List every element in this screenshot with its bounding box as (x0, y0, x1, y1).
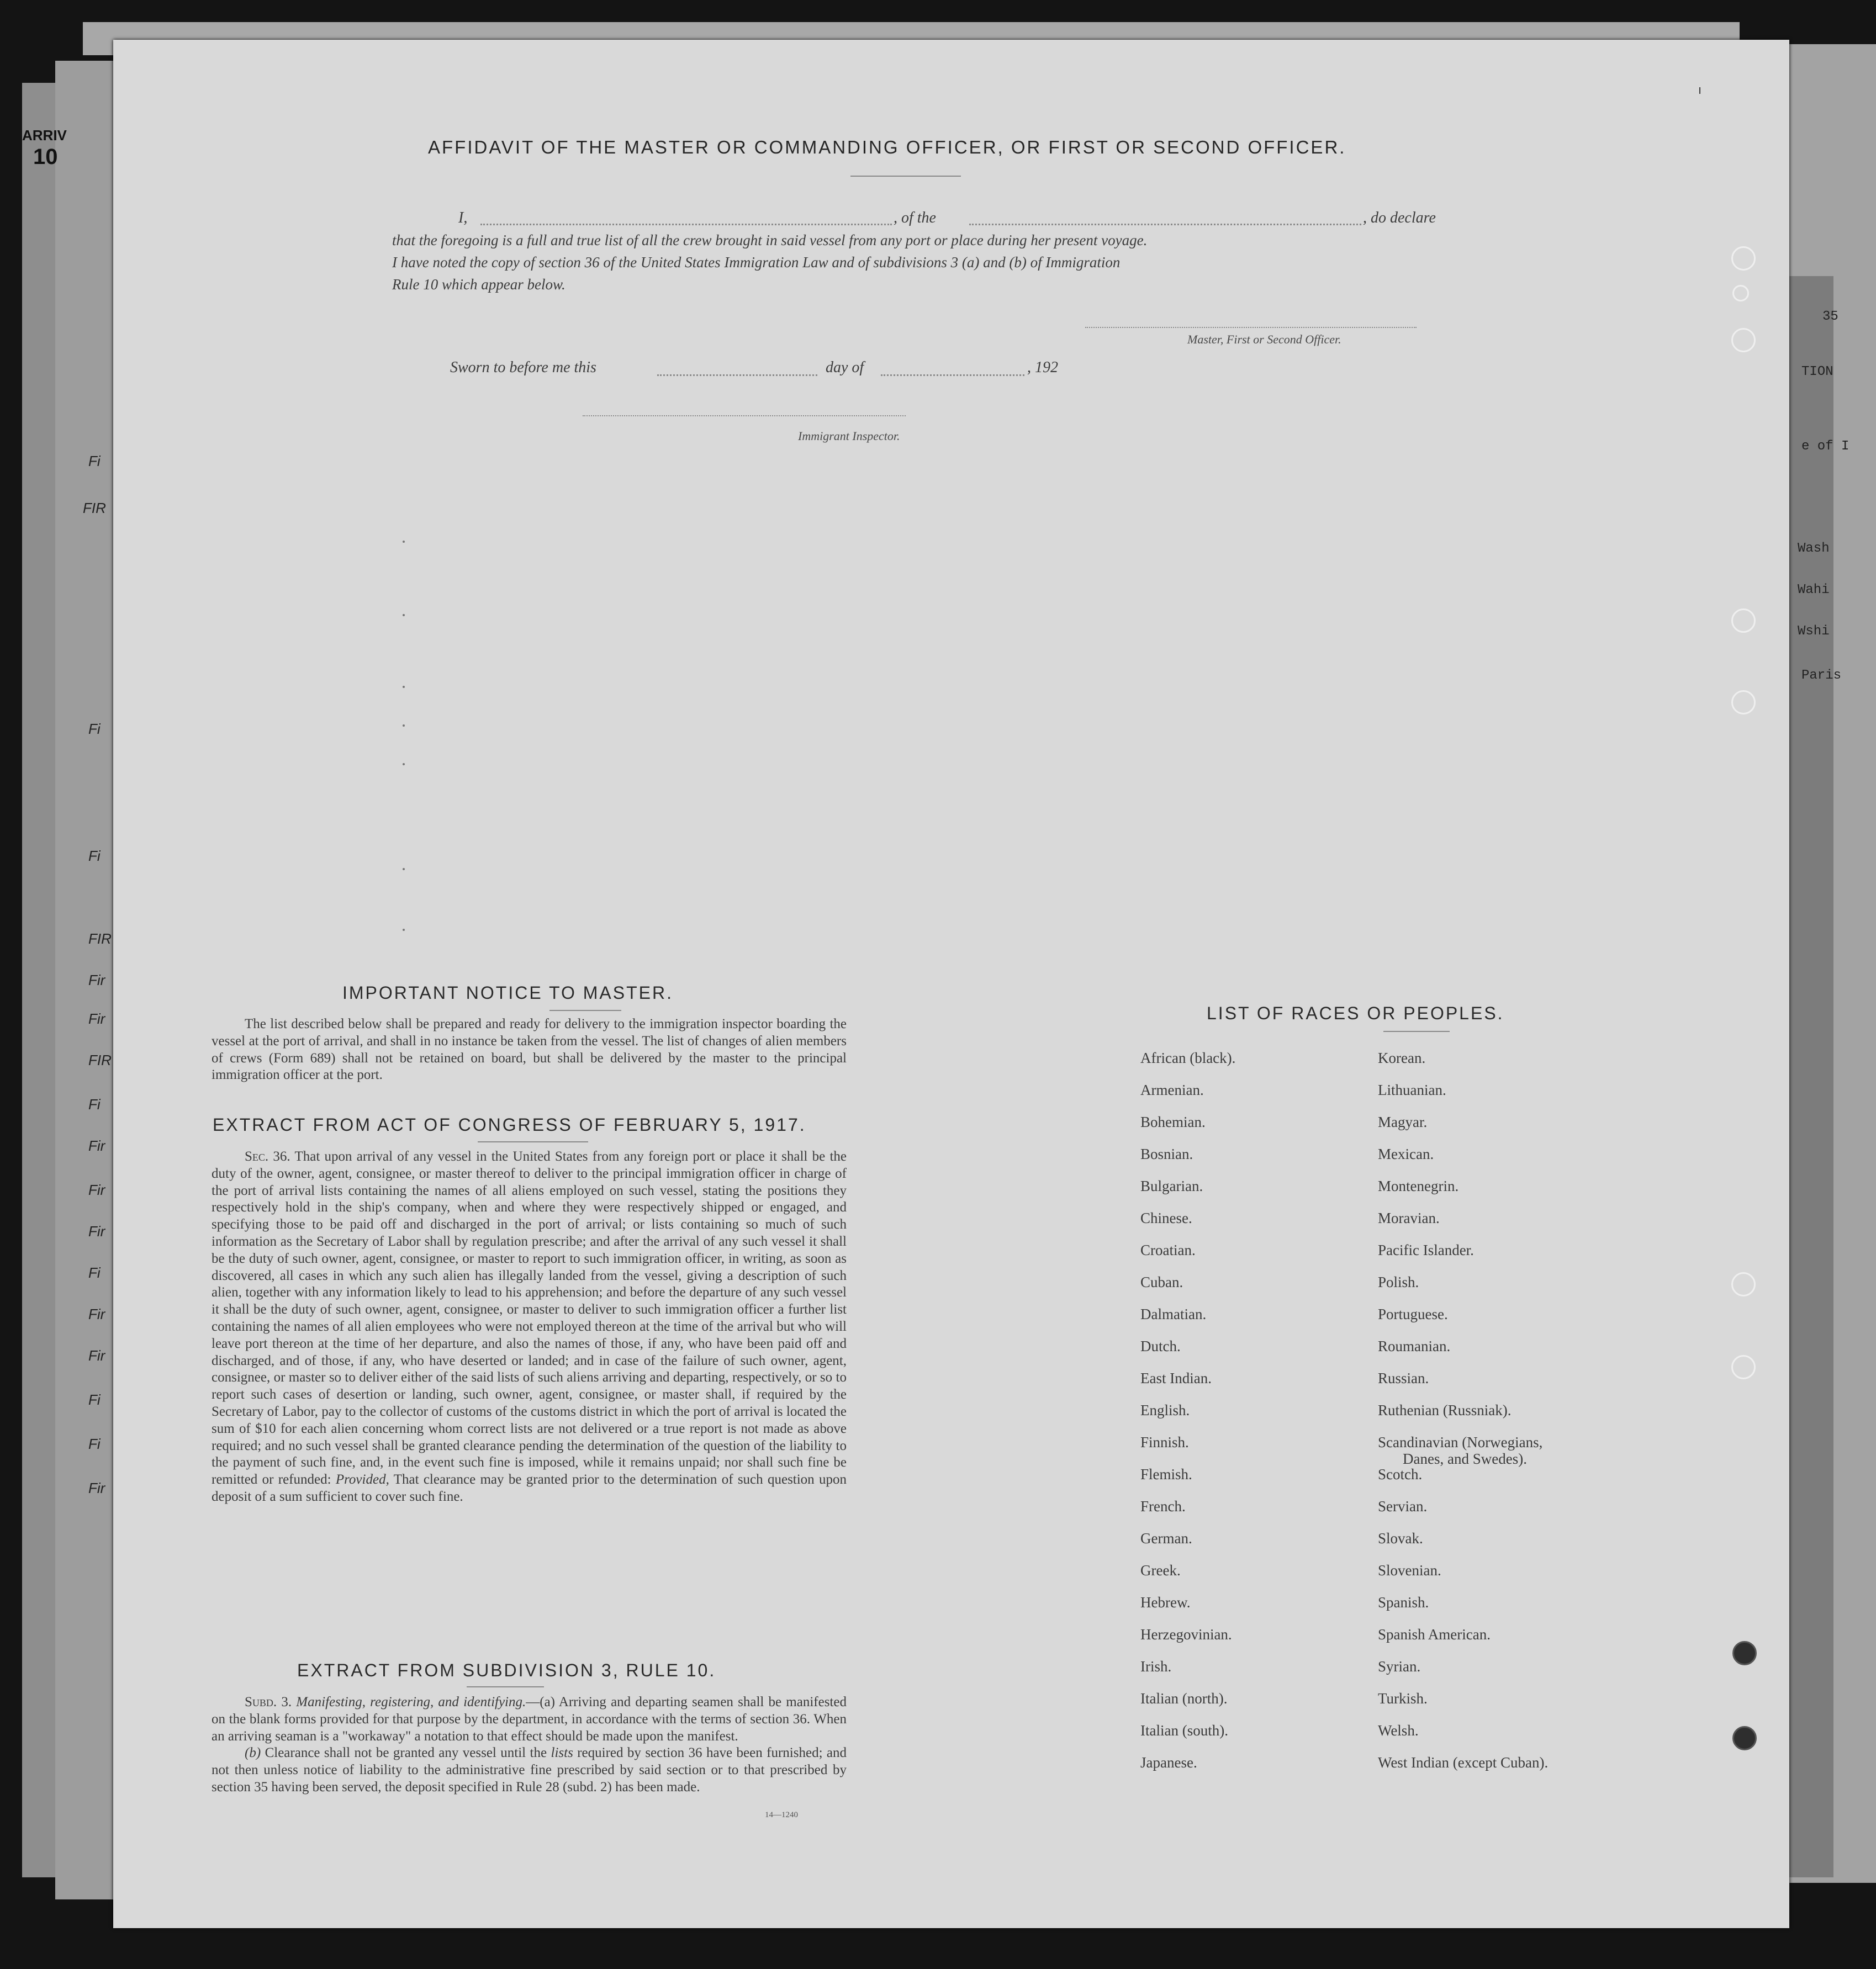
race-item: Danes, and Swedes). (1403, 1451, 1527, 1467)
margin-fragment: Fi (88, 1436, 101, 1452)
rule-title: EXTRACT FROM SUBDIVISION 3, RULE 10. (297, 1660, 716, 1680)
binder-hole (1731, 328, 1756, 352)
margin-fragment: Fir (88, 1347, 105, 1364)
race-item: Pacific Islander. (1378, 1242, 1474, 1258)
race-item: Italian (north). (1140, 1690, 1228, 1707)
act-text: Sec. 36. That upon arrival of any vessel in the United States from any foreign port or place it shall be the duty of the owner, agent, consignee, or master thereof to deliver to the principal immigration officer in charge of the port of arrival lists containing the names of all aliens employed on such vessel, stating the positions they respectively hold in the ship's company, when and where they were respectively shipped or engaged, and specifying those to be paid off and discharged in the port of arrival; or lists containing so much of such information as the Secretary of Labor shall by regulation prescribe; and after the arrival of any such vessel it shall be the duty of such owner, agent, consignee, or master to report to such immigration officer, in writing, as soon as discovered, all cases in which any such alien has illegally landed from the vessel, giving a description of such alien, together with any information likely to lead to his apprehension; and before the departure of any such vessel it shall be the duty of such owner, agent, consignee, or master to deliver to such immigration officer a further list containing the names of all alien employees who were not employed thereon at the time of the arrival but who will leave port thereon at the time of her departure, and also the names of those, if any, who have been paid off and discharged, and of those, if any, who have deserted or landed; and in case of the failure of such owner, agent, consignee, or master so to deliver either of the said lists of such aliens arriving and departing, respectively, or so to report such cases of desertion or landing, such owner, agent, consignee, or master shall, if required by the Secretary of Labor, pay to the collector of customs of the customs district in which the port of arrival is located the sum of $10 for each alien concerning whom correct lists are not delivered or a true report is not made as above required; and no such vessel shall be granted clearance pending the determination of the question of the liability to the payment of such fine, and, in the event such fine is imposed, while it remains unpaid; nor shall such fine be remitted or refunded: Provided, That clearance may be granted prior to the determination of such question upon deposit of a sum sufficient to cover such fine. (212, 1149, 847, 1504)
race-item: Hebrew. (1140, 1594, 1191, 1611)
rule-text: Subd. 3. Manifesting, registering, and identifying.—(a) Arriving and departing seamen shall be manifested on the blank forms provided for that purpose by the department, in accordance with the terms of section 36. When an arriving seaman is a "workaway" a notation to that effect should be made upon the manifest. (b) Clearance shall not be granted any vessel until the lists required by section 36 have been furnished; and not then unless notice of liability to the administrative fine prescribed by said section or to that prescribed by section 35 having been served, the deposit specified in Rule 28 (subd. 2) has been made. (212, 1695, 847, 1795)
race-item: Magyar. (1378, 1114, 1428, 1130)
race-item: Bohemian. (1140, 1114, 1206, 1130)
master-caption: Master, First or Second Officer. (1187, 332, 1341, 346)
margin-fragment: Fi (88, 1096, 101, 1113)
races-left-column (1140, 1042, 1372, 1779)
right-margin-fragment: Wshi (1798, 624, 1830, 639)
master-signature-line[interactable] (1085, 327, 1417, 328)
race-item: Chinese. (1140, 1210, 1192, 1226)
margin-fragment: Fi (88, 1264, 101, 1281)
right-margin-fragment: Wahi (1798, 583, 1830, 597)
notice-title: IMPORTANT NOTICE TO MASTER. (342, 983, 673, 1003)
race-item: Servian. (1378, 1498, 1428, 1515)
race-item: Cuban. (1140, 1274, 1183, 1290)
race-item: Turkish. (1378, 1690, 1428, 1707)
race-item: Finnish. (1140, 1434, 1189, 1451)
race-item: Korean. (1378, 1050, 1426, 1066)
margin-fragment: Fi (88, 1391, 101, 1408)
race-item: Polish. (1378, 1274, 1419, 1290)
right-margin-fragment: TION (1801, 364, 1833, 379)
race-item: Flemish. (1140, 1466, 1192, 1483)
race-item: Bulgarian. (1140, 1178, 1203, 1194)
race-item: Dalmatian. (1140, 1306, 1207, 1322)
act-rule (478, 1141, 588, 1142)
notice-text: The list described below shall be prepared and ready for delivery to the immigration inspector boarding the vessel at the port of arrival, and shall in no instance be taken from the vessel. The list of changes of alien members of crews (Form 689) shall not be retained on board, but shall be delivered by the master to the principal immigration officer at the port. (212, 1017, 847, 1083)
margin-fragment: Fir (88, 1480, 105, 1496)
race-item: Herzegovinian. (1140, 1626, 1232, 1643)
name-blank[interactable] (480, 224, 892, 225)
back-sheet-right-2 (1789, 276, 1833, 1877)
declaration-line-2: that the foregoing is a full and true list of all the crew brought in said vessel from any port or place during her present voyage. (392, 232, 1148, 248)
sworn-month-blank[interactable] (881, 374, 1024, 376)
race-item: Welsh. (1378, 1722, 1419, 1739)
race-item: Dutch. (1140, 1338, 1181, 1354)
race-item: Italian (south). (1140, 1722, 1228, 1739)
inspector-caption: Immigrant Inspector. (798, 429, 900, 443)
right-margin-fragment: 35 (1822, 309, 1838, 324)
margin-fragment: Fir (88, 1306, 105, 1322)
margin-fragment: Fir (88, 1223, 105, 1240)
race-item: African (black). (1140, 1050, 1236, 1066)
race-item: Spanish. (1378, 1594, 1429, 1611)
right-margin-fragment: Wash (1798, 541, 1830, 556)
margin-fragment: Fir (88, 1137, 105, 1154)
margin-fragment: FIR (88, 930, 112, 947)
corner-mark: ı (1698, 83, 1702, 97)
binder-hole (1731, 690, 1756, 714)
binder-hole (1731, 1355, 1756, 1379)
sworn-line: Sworn to before me this day of , 192 (450, 359, 1058, 376)
race-item: French. (1140, 1498, 1186, 1515)
races-title: LIST OF RACES OR PEOPLES. (1207, 1003, 1504, 1023)
form-number: 14—1240 (765, 1811, 798, 1819)
margin-fragment: Fi (88, 848, 101, 864)
document-page: AFFIDAVIT OF THE MASTER OR COMMANDING OFFICER, OR FIRST OR SECOND OFFICER. I, , of the , do declare that the foregoing is a full and true list of all the crew brought in said vessel from any port or place during her present voyage. I have noted the copy of section 36 of the United States Immigration Law and of subdivisions 3 (a) and (b) of Immigration Rule 10 which appear below. Master, First or Second Officer. Sworn to before me this day of , 192 Immigrant Inspector. IMPORTANT NOTICE TO MASTER. The list described below shall be prepared and ready for delivery to the immigration inspector boarding the vessel at the port of arrival, and shall in no instance be taken from the vessel. The list of changes of alien members of crews (Form 689) shall not be retained on board, but shall be delivered by the master to the principal immigration officer at the port. EXTRACT FROM ACT OF CONGRESS OF FEBRUARY 5, 1917. Sec. 36. That upon arrival of any vessel in the United States from any foreign port or place it shall be the duty of the owner, agent, consignee, or master thereof to deliver to the principal immigration officer in charge of the port of arrival lists containing the names of all aliens employed on such vessel, stating the positions they respectively hold in the ship's company, when and where they were respectively shipped or engaged, and specifying those to be paid off and discharged in the port of arrival; or lists containing so much of such information as the Secretary of Labor shall by regulation prescribe; and after the arrival of any such vessel it shall be the duty of such owner, agent, consignee, or master to report to such immigration officer, in writing, as soon as discovered, all cases in which any such alien has illegally landed from the vessel, giving a description of such alien, together with any information likely to lead to his apprehension; and before the departure of any such vessel it shall be the duty of such owner, agent, consignee, or master to deliver to such immigration officer a further list containing the names of all alien employees who were not employed thereon at the time of the arrival but who will leave port thereon at the time of her departure, and also the names of those, if any, who have been paid off and discharged, and of those, if any, who have deserted or landed; and in case of the failure of such owner, agent, consignee, or master so to deliver either of the said lists of such aliens arriving and departing, respectively, or so to report such cases of desertion or landing, such owner, agent, consignee, or master shall, if required by the Secretary of Labor, pay to the collector of customs of the customs district in which the port of arrival is located the sum of $10 for each alien concerning whom correct lists are not delivered or a true report is not made as above required; and no such vessel shall be granted clearance pending the determination of the question of the liability to the payment of such fine, and, in the event such fine is imposed, while it remains unpaid; nor shall such fine be remitted or refunded: Provided, That clearance may be granted prior to the determination of such question upon deposit of a sum sufficient to cover such fine. EXTRACT FROM SUBDIVISION 3, RULE 10. Subd. 3. Manifesting, registering, and identifying.—(a) Arriving and departing seamen shall be manifested on the blank forms provided for that purpose by the department, in accordance with the terms of section 36. When an arriving seaman is a "workaway" a notation to that effect should be made upon the manifest. (b) Clearance shall not be granted any vessel until the lists required by section 36 have been furnished; and not then unless notice of liability to the administrative fine prescribed by said section or to that prescribed by section 35 having been served, the deposit specified in Rule 28 (subd. 2) has been made. 14—1240 LIST OF RACES OR PEOPLES. African (black). Armenian. Bohemian. Bosnian. Bulgarian. Chinese. Croatian. Cuban. Dalmatian. Dutch. East Indian. English. Finnish. Flemish. French. German. Greek. Hebrew. Herzegovinian. Irish. Italian (north). Italian (south). Japanese. Korean. Lithuanian. Magyar. Mexican. Montenegrin. Moravian. Pacific Islander. Polish. Portuguese. Roumanian. Russian. Ruthenian (Russniak). Scandinavian (Norwegians, Danes, and Swedes). Scotch. Servian. Slovak. Slovenian. Spanish. Spanish American. Syrian. Turkish. Welsh. West Indian (except Cuban). ı (113, 40, 1789, 1928)
race-item: Ruthenian (Russniak). (1378, 1402, 1512, 1418)
race-item: Mexican. (1378, 1146, 1434, 1162)
race-item: Armenian. (1140, 1082, 1204, 1098)
margin-fragment: Fi (88, 721, 101, 737)
race-item: Russian. (1378, 1370, 1429, 1386)
act-title: EXTRACT FROM ACT OF CONGRESS OF FEBRUARY 5, 1917. (213, 1115, 806, 1135)
race-item: Roumanian. (1378, 1338, 1451, 1354)
sworn-day-blank[interactable] (657, 374, 817, 376)
race-item: Lithuanian. (1378, 1082, 1446, 1098)
rule-rule (467, 1686, 544, 1687)
race-item: Greek. (1140, 1562, 1181, 1579)
margin-fragment: FIR (83, 500, 106, 516)
race-item: Croatian. (1140, 1242, 1196, 1258)
margin-fragment: Fir (88, 972, 105, 988)
race-item: German. (1140, 1530, 1192, 1547)
margin-fragment: FIR (88, 1052, 112, 1068)
binder-hole-filled (1732, 1726, 1757, 1750)
arrival-tab: ARRIV (22, 127, 67, 144)
margin-fragment: Fi (88, 453, 101, 469)
binder-hole (1731, 608, 1756, 633)
declaration-line-4: Rule 10 which appear below. (392, 276, 566, 293)
race-item: Spanish American. (1378, 1626, 1491, 1643)
race-item: Scandinavian (Norwegians, (1378, 1434, 1543, 1451)
race-item: East Indian. (1140, 1370, 1212, 1386)
race-item: Slovenian. (1378, 1562, 1441, 1579)
races-right-column (1378, 1042, 1665, 1779)
vessel-blank[interactable] (969, 224, 1361, 225)
race-item: Irish. (1140, 1658, 1172, 1675)
binder-hole-filled (1732, 1641, 1757, 1665)
right-margin-fragment: Paris (1801, 668, 1842, 683)
race-item: Slovak. (1378, 1530, 1423, 1547)
margin-fragment: Fir (88, 1010, 105, 1027)
binder-hole (1732, 285, 1749, 301)
notice-rule (549, 1010, 621, 1011)
race-item: English. (1140, 1402, 1190, 1418)
binder-hole (1731, 246, 1756, 271)
races-rule (1383, 1031, 1450, 1032)
binder-hole (1731, 1272, 1756, 1296)
margin-fragment: Fir (88, 1182, 105, 1198)
race-item: Montenegrin. (1378, 1178, 1459, 1194)
arrival-number: 10 (33, 145, 58, 169)
race-item: Scotch. (1378, 1466, 1423, 1483)
race-item: Japanese. (1140, 1754, 1197, 1771)
race-item: Portuguese. (1378, 1306, 1448, 1322)
race-item: West Indian (except Cuban). (1378, 1754, 1549, 1771)
declaration-line-3: I have noted the copy of section 36 of the United States Immigration Law and of subdivisions 3 (a) and (b) of Immigration (392, 254, 1121, 271)
race-item: Moravian. (1378, 1210, 1440, 1226)
inspector-signature-line[interactable] (583, 415, 906, 416)
right-margin-fragment: e of I (1801, 439, 1849, 454)
title-rule (850, 176, 961, 177)
race-item: Syrian. (1378, 1658, 1421, 1675)
race-item: Bosnian. (1140, 1146, 1193, 1162)
affidavit-title: AFFIDAVIT OF THE MASTER OR COMMANDING OFFICER, OR FIRST OR SECOND OFFICER. (428, 137, 1346, 157)
